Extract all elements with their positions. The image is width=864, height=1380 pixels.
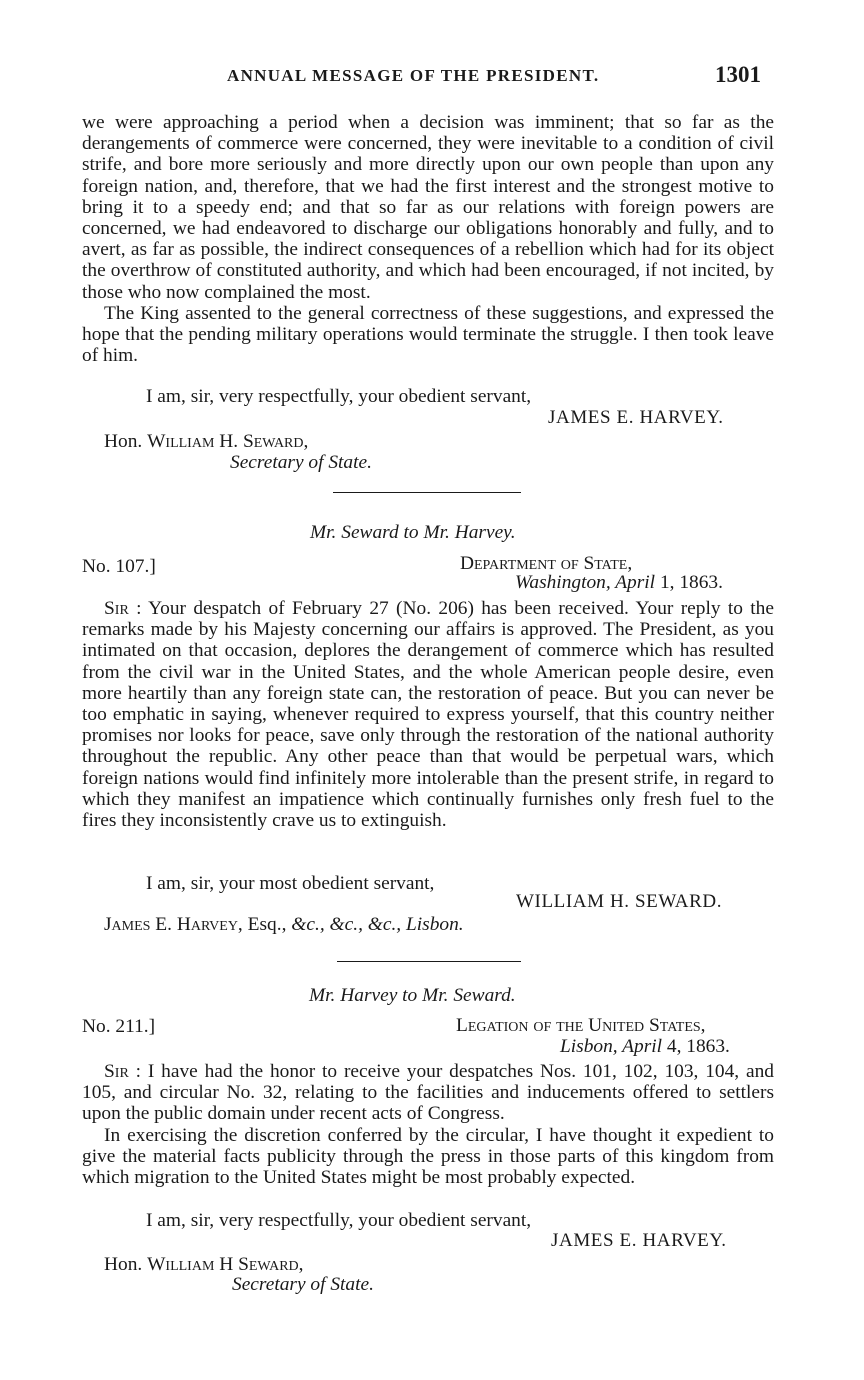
letter2-paragraph-text: Your despatch of February 27 (No. 206) has been received. Your reply to the remarks made by his Majesty concerning our affairs is approved. The President, as you intimated on that occasion, deplores the derangement of commerce which has resulted from the civil war in the United States, and the whole American people desire, even more heartily than any foreign state can, the restoration of peace. But you can never be too emphatic in saying, whenever required to express yourself, that this country neither promises nor looks for peace, save only through the restoration of the national authority throughout the republic. Any other peace than that would be perpetual wars, which foreign nations would find infinitely more intolerable than the present strife, in regard to which they manifest an impatience which continually furnishes only fresh fuel to the fires they inconsistently crave us to extinguish. <box>82 598 774 832</box>
letter3-place: Lisbon, April <box>560 1036 663 1057</box>
section-divider <box>333 492 521 493</box>
letter3-place-date <box>560 1036 730 1057</box>
letter3-paragraph-2: In exercising the discretion conferred by the circular, I have thought it expedient to give the material facts publicity through the press in those parts of this kingdom from which migration to the United States might be most probably expected. <box>82 1124 774 1189</box>
letter3-salutation: Sir : <box>104 1061 142 1082</box>
letter2-salutation: Sir : <box>104 598 142 619</box>
letter2-paragraph-1 <box>82 598 774 831</box>
letter2-signature: WILLIAM H. SEWARD. <box>516 891 723 912</box>
addressee-name: William H. Seward, <box>147 431 309 452</box>
addressee-esq: Esq., <box>247 914 287 935</box>
page-header <box>0 62 864 92</box>
letter3-legation: Legation of the United States, <box>456 1015 706 1036</box>
letter3-addressee <box>104 1254 304 1275</box>
addressee-etc: &c., &c., &c., Lisbon. <box>291 914 464 935</box>
letter1-signature: JAMES E. HARVEY. <box>548 407 724 428</box>
letter1-body <box>82 112 774 366</box>
letter3-paragraph-text: I have had the honor to receive your despatches Nos. 101, 102, 103, 104, and 105, and circular No. 32, relating to the facilities and inducements offered to settlers upon the public domain under recent acts of Congress. <box>82 1061 774 1125</box>
letter3-body <box>82 1061 774 1188</box>
letter2-closing: I am, sir, your most obedient servant, <box>146 873 435 894</box>
letter3-closing: I am, sir, very respectfully, your obedient servant, <box>146 1210 532 1231</box>
letter3-addressee-title: Secretary of State. <box>232 1274 374 1295</box>
letter3-number: No. 211.] <box>82 1016 156 1037</box>
letter2-addressee <box>104 914 464 935</box>
running-title: ANNUAL MESSAGE OF THE PRESIDENT. <box>227 66 600 85</box>
letter2-department: Department of State, <box>460 553 633 574</box>
addressee-prefix: Hon. <box>104 1254 143 1275</box>
letter3-signature: JAMES E. HARVEY. <box>551 1230 727 1251</box>
letter3-heading: Mr. Harvey to Mr. Seward. <box>309 985 516 1006</box>
addressee-name: James E. Harvey, <box>104 914 243 935</box>
section-divider <box>337 961 521 962</box>
letter2-number: No. 107.] <box>82 556 156 577</box>
letter1-addressee-title: Secretary of State. <box>230 452 372 473</box>
addressee-prefix: Hon. <box>104 431 143 452</box>
letter2-heading: Mr. Seward to Mr. Harvey. <box>310 522 516 543</box>
addressee-name: William H Seward, <box>147 1254 304 1275</box>
letter1-closing: I am, sir, very respectfully, your obedient servant, <box>146 386 532 407</box>
letter3-paragraph-1 <box>82 1061 774 1125</box>
letter2-place: Washington, April <box>515 572 656 593</box>
letter1-paragraph-2: The King assented to the general correctness of these suggestions, and expressed the hope that the pending military operations would terminate the struggle. I then took leave of him. <box>82 302 774 367</box>
page-number: 1301 <box>715 62 761 87</box>
letter1-paragraph-1: we were approaching a period when a decision was imminent; that so far as the derangements of commerce were concerned, they were inevitable to a condition of civil strife, and bore more seriously and more directly upon our own people than upon any foreign nation, and, therefore, that we had the first interest and the strongest motive to bring it to a speedy end; and that so far as our relations with foreign powers are concerned, we had endeavored to discharge our obligations honorably and fully, and to avert, as far as possible, the indirect consequences of a rebellion which had for its object the overthrow of constituted authority, and which had been encouraged, if not incited, by those who now complained the most. <box>82 112 774 303</box>
letter3-date: 4, 1863. <box>666 1036 730 1057</box>
letter2-place-date <box>515 572 723 593</box>
letter2-body <box>82 598 774 831</box>
letter1-addressee <box>104 431 308 452</box>
letter2-date: 1, 1863. <box>659 572 723 593</box>
